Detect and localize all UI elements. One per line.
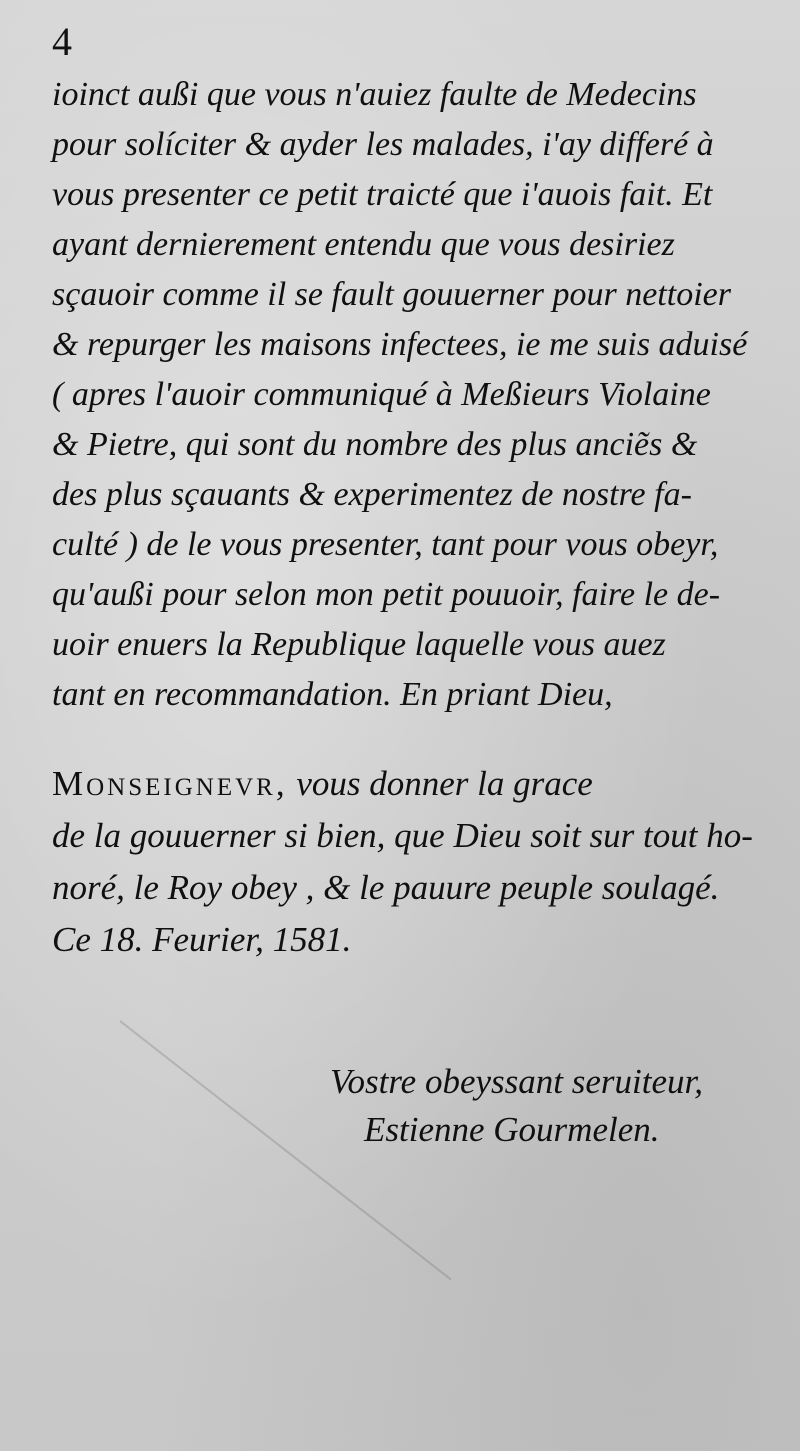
text-line: des plus sçauants & experimentez de nostre fa-	[52, 476, 692, 513]
text-line: sçauoir comme il se fault gouuerner pour nettoier	[52, 276, 731, 313]
body-paragraph	[52, 70, 772, 720]
text-line: tant en recommandation. En priant Dieu,	[52, 676, 613, 713]
text-line: uoir enuers la Republique laquelle vous auez	[52, 626, 666, 663]
closing-line: noré, le Roy obey , & le pauure peuple soulagé.	[52, 868, 720, 907]
signature-name: Estienne Gourmelen.	[364, 1110, 660, 1149]
closing-paragraph	[52, 758, 772, 966]
text-line: ioinct außi que vous n'auiez faulte de Medecins	[52, 76, 697, 113]
closing-line: de la gouuerner si bien, que Dieu soit sur tout ho-	[52, 816, 753, 855]
text-line: & Pietre, qui sont du nombre des plus anciẽs &	[52, 426, 698, 463]
date-line: Ce 18. Feurier, 1581.	[52, 920, 352, 959]
text-line: ayant dernierement entendu que vous desiriez	[52, 226, 675, 263]
salutation: Monseignevr,	[52, 764, 288, 803]
text-line: vous presenter ce petit traicté que i'auois fait. Et	[52, 176, 713, 213]
closing-text: vous donner la grace	[287, 764, 593, 803]
signature-line: Vostre obeyssant seruiteur,	[330, 1062, 703, 1101]
closing-line	[52, 758, 772, 810]
text-line: pour solíciter & ayder les malades, i'ay differé à	[52, 126, 714, 163]
page-number: 4	[52, 19, 72, 64]
text-line: & repurger les maisons infectees, ie me suis aduisé	[52, 326, 748, 363]
text-line: ( apres l'auoir communiqué à Meßieurs Violaine	[52, 376, 711, 413]
text-line: qu'außi pour selon mon petit pouuoir, faire le de-	[52, 576, 721, 613]
signature-block	[330, 1058, 703, 1154]
text-line: culté ) de le vous presenter, tant pour vous obeyr,	[52, 526, 719, 563]
show-through-text	[40, 990, 760, 1037]
